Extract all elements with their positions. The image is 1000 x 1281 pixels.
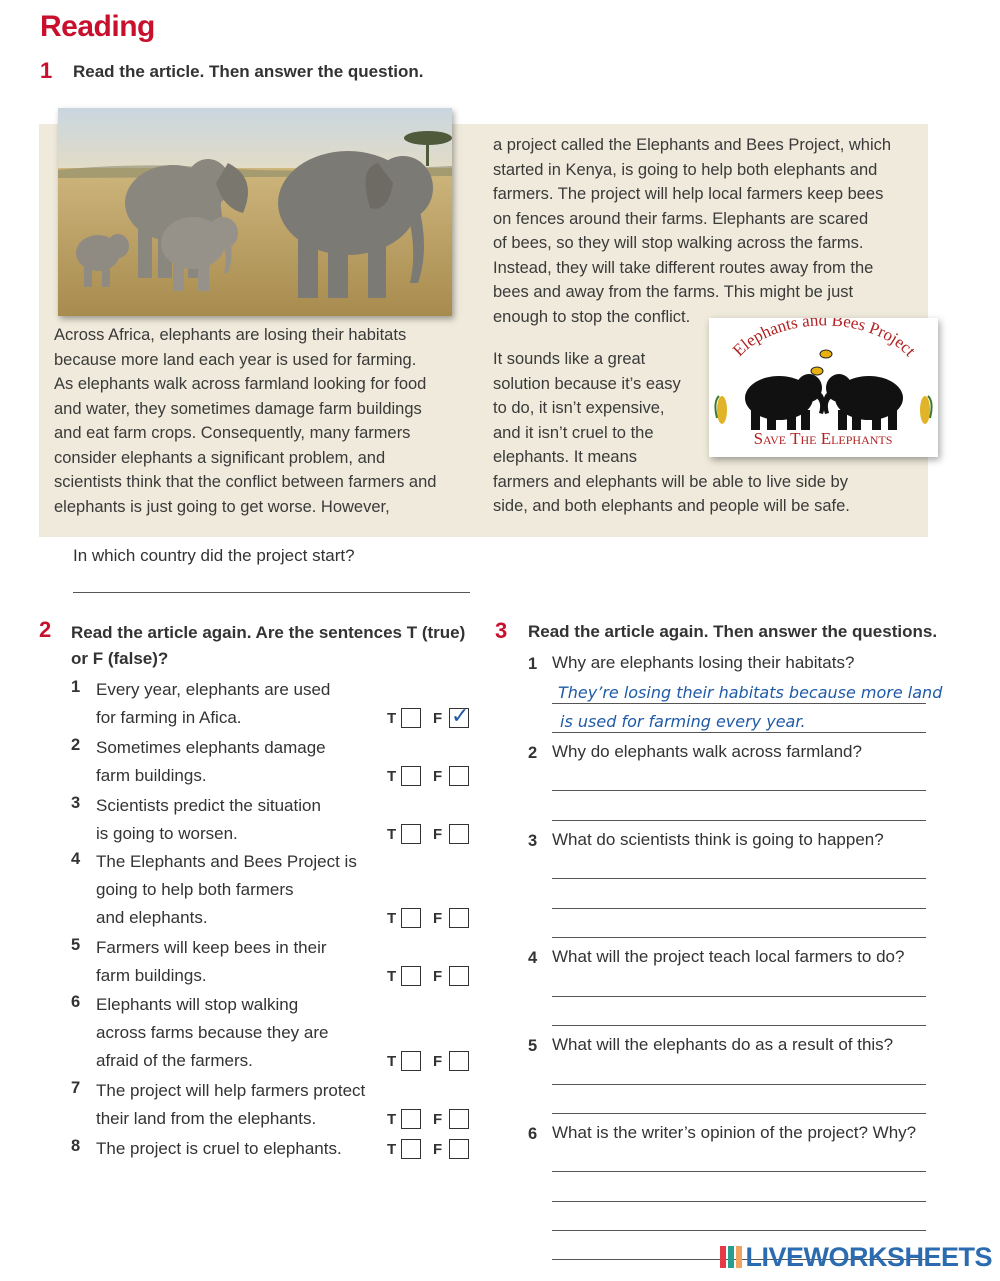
answer-line[interactable] — [552, 732, 926, 733]
question-text: What is the writer’s opinion of the project? Why? — [552, 1123, 917, 1142]
false-label: F — [433, 1053, 443, 1070]
answer-line[interactable] — [552, 703, 926, 704]
article-line: farmers and elephants will be able to live side by — [493, 472, 848, 491]
false-label: F — [433, 710, 443, 727]
exercise-2-instruction — [71, 620, 471, 672]
true-label: T — [387, 710, 397, 727]
answer-line[interactable] — [552, 1201, 926, 1202]
handwritten-answer: is used for farming every year. — [560, 712, 806, 731]
exercise-1-question: In which country did the project start? — [73, 546, 355, 565]
statement-line: afraid of the farmers. — [96, 1051, 253, 1070]
question-number: 1 — [528, 655, 538, 673]
article-line: and it isn’t cruel to the — [493, 423, 654, 442]
tf-item-number: 2 — [71, 736, 81, 754]
answer-line[interactable] — [552, 1230, 926, 1231]
false-label: F — [433, 826, 443, 843]
answer-line[interactable] — [552, 1084, 926, 1085]
answer-line[interactable] — [552, 820, 926, 821]
article-left-column — [54, 323, 479, 519]
tf-item-statement — [96, 792, 386, 848]
question-number: 5 — [528, 1037, 538, 1055]
question-text: What will the elephants do as a result of this? — [552, 1035, 894, 1054]
article-line: started in Kenya, is going to help both elephants and — [493, 160, 878, 179]
statement-line: farm buildings. — [96, 966, 207, 985]
article-line: elephants is just going to get worse. However, — [54, 497, 390, 516]
branding-text: LIVEWORKSHEETS — [745, 1242, 992, 1272]
question-text: What do scientists think is going to happen? — [552, 830, 884, 849]
question-text: Why do elephants walk across farmland? — [552, 742, 862, 761]
article-right-column — [493, 133, 913, 329]
true-checkbox[interactable] — [401, 1139, 421, 1159]
false-label: F — [433, 1141, 443, 1158]
tf-item-statement — [96, 1077, 386, 1133]
answer-line[interactable] — [552, 790, 926, 791]
handwritten-answer: They’re losing their habitats because more land — [558, 683, 943, 702]
true-checkbox[interactable] — [401, 1109, 421, 1129]
elephants-bees-logo — [709, 318, 938, 457]
true-checkbox[interactable] — [401, 908, 421, 928]
statement-line: going to help both farmers — [96, 880, 294, 899]
false-checkbox[interactable] — [449, 1139, 469, 1159]
answer-line[interactable] — [73, 592, 470, 593]
article-line: and eat farm crops. Consequently, many farmers — [54, 424, 411, 442]
question-number: 6 — [528, 1125, 538, 1143]
statement-line: Farmers will keep bees in their — [96, 938, 327, 957]
statement-line: Sometimes elephants damage — [96, 738, 326, 757]
article-line: It sounds like a great — [493, 350, 646, 368]
answer-line[interactable] — [552, 996, 926, 997]
article-line: a project called the Elephants and Bees Project, which — [493, 136, 892, 154]
tf-item-number: 8 — [71, 1137, 81, 1155]
false-label: F — [433, 910, 443, 927]
article-line: Instead, they will take different routes away from the — [493, 258, 874, 277]
logo-arc-text: Elephants and Bees Project — [728, 318, 920, 361]
liveworksheets-icon — [720, 1244, 742, 1266]
true-checkbox[interactable] — [401, 766, 421, 786]
true-checkbox[interactable] — [401, 1051, 421, 1071]
false-checkbox[interactable] — [449, 766, 469, 786]
tf-item-number: 3 — [71, 794, 81, 812]
true-label: T — [387, 1141, 397, 1158]
true-label: T — [387, 1053, 397, 1070]
article-line: elephants. It means — [493, 448, 638, 466]
tf-item-statement — [96, 676, 386, 732]
tf-item-number: 1 — [71, 678, 81, 696]
true-label: T — [387, 968, 397, 985]
statement-line: Elephants will stop walking — [96, 995, 299, 1014]
question-number: 4 — [528, 949, 538, 967]
true-checkbox[interactable] — [401, 824, 421, 844]
article-line: solution because it’s easy — [493, 374, 681, 393]
true-checkbox[interactable] — [401, 966, 421, 986]
tf-item-statement — [96, 848, 386, 932]
article-line: scientists think that the conflict between farmers and — [54, 473, 437, 491]
answer-line[interactable] — [552, 908, 926, 909]
article-line: because more land each year is used for farming. — [54, 350, 417, 369]
check-mark-icon: ✓ — [451, 704, 470, 729]
bee-icon — [811, 350, 832, 375]
true-label: T — [387, 826, 397, 843]
answer-line[interactable] — [552, 937, 926, 938]
question-number: 2 — [528, 744, 538, 762]
article-line: As elephants walk across farmland looking for food — [54, 375, 427, 393]
statement-line: The project will help farmers protect — [96, 1081, 366, 1100]
tf-item-statement — [96, 991, 386, 1075]
article-line: enough to stop the conflict. — [493, 307, 691, 326]
instruction-line: or F (false)? — [71, 649, 169, 668]
true-label: T — [387, 910, 397, 927]
false-checkbox[interactable] — [449, 908, 469, 928]
article-line: bees and away from the farms. This might be just — [493, 283, 854, 301]
exercise-1-instruction: Read the article. Then answer the question. — [73, 62, 424, 81]
statement-line: farm buildings. — [96, 766, 207, 785]
liveworksheets-logo — [720, 1242, 992, 1273]
article-line: farmers. The project will help local farmers keep bees — [493, 185, 884, 203]
statement-line: and elephants. — [96, 908, 208, 927]
statement-line: their land from the elephants. — [96, 1109, 317, 1128]
article-line: to do, it isn’t expensive, — [493, 399, 665, 417]
question-number: 3 — [528, 832, 538, 850]
tf-item-number: 7 — [71, 1079, 81, 1097]
article-line: consider elephants a significant problem, and — [54, 448, 386, 467]
statement-line: is going to worsen. — [96, 824, 238, 843]
answer-line[interactable] — [552, 878, 926, 879]
statement-line: Every year, elephants are used — [96, 680, 331, 699]
article-line: side, and both elephants and people will be safe. — [493, 497, 850, 515]
true-checkbox[interactable] — [401, 708, 421, 728]
statement-line: The project is cruel to elephants. — [96, 1139, 342, 1158]
false-checkbox[interactable] — [449, 1109, 469, 1129]
false-checkbox[interactable] — [449, 1051, 469, 1071]
false-label: F — [433, 768, 443, 785]
answer-line[interactable] — [552, 1113, 926, 1114]
false-checkbox[interactable] — [449, 966, 469, 986]
exercise-1-number: 1 — [40, 58, 53, 83]
article-line: and water, they sometimes damage farm buildings — [54, 399, 422, 418]
false-label: F — [433, 1111, 443, 1128]
answer-line[interactable] — [552, 1171, 926, 1172]
question-text: Why are elephants losing their habitats? — [552, 653, 855, 672]
elephants-photo — [58, 108, 452, 316]
tf-item-number: 4 — [71, 850, 81, 868]
tf-item-statement — [96, 934, 386, 990]
true-label: T — [387, 768, 397, 785]
question-text: What will the project teach local farmers to do? — [552, 947, 905, 966]
true-label: T — [387, 1111, 397, 1128]
article-line: of bees, so they will stop walking across the farms. — [493, 234, 864, 252]
exercise-3-number: 3 — [495, 618, 508, 643]
tf-item-statement — [96, 1135, 386, 1163]
tf-item-statement — [96, 734, 386, 790]
exercise-3-instruction: Read the article again. Then answer the questions. — [528, 622, 938, 641]
exercise-2-number: 2 — [39, 617, 52, 642]
logo-bottom-text: Save The Elephants — [753, 429, 893, 448]
page-title: Reading — [40, 10, 155, 43]
elephant-silhouette-icon — [745, 374, 903, 430]
article-line: on fences around their farms. Elephants are scared — [493, 209, 869, 228]
statement-line: across farms because they are — [96, 1023, 329, 1042]
tf-item-number: 5 — [71, 936, 81, 954]
tf-item-number: 6 — [71, 993, 81, 1011]
statement-line: Scientists predict the situation — [96, 796, 321, 815]
false-label: F — [433, 968, 443, 985]
answer-line[interactable] — [552, 1025, 926, 1026]
false-checkbox[interactable] — [449, 824, 469, 844]
article-line: Across Africa, elephants are losing their habitats — [54, 326, 407, 344]
statement-line: for farming in Afica. — [96, 708, 242, 727]
instruction-line: Read the article again. Are the sentences T (true) — [71, 623, 466, 642]
statement-line: The Elephants and Bees Project is — [96, 852, 357, 871]
